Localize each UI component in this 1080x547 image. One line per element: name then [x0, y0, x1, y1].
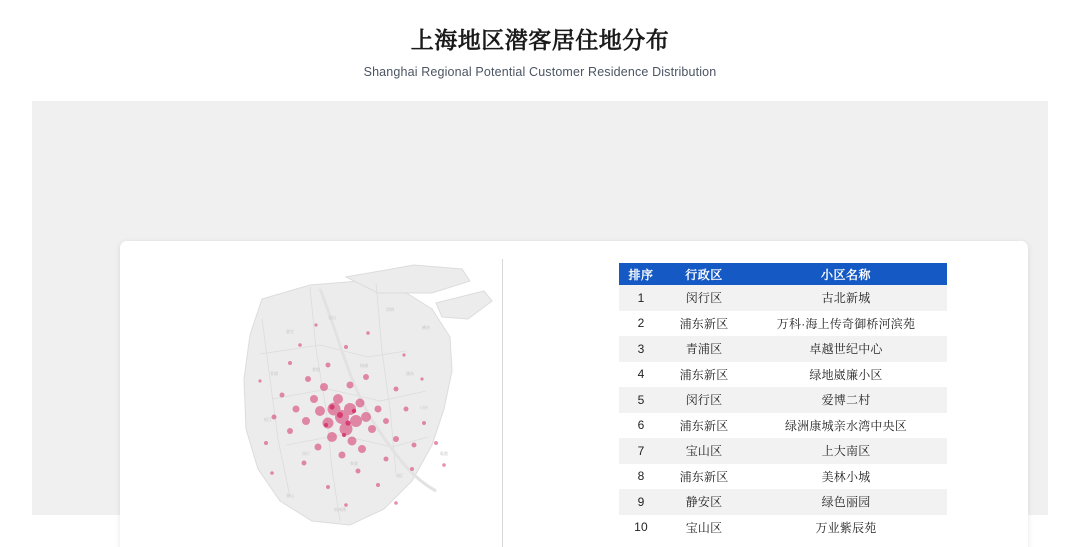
- table-body: [619, 285, 947, 540]
- cell-community: 绿洲康城亲水湾中央区: [745, 413, 947, 439]
- page-title: 上海地区潜客居住地分布: [410, 27, 670, 53]
- svg-text:奉贤: 奉贤: [350, 461, 358, 466]
- cell-community: 万科·海上传奇御桥河滨苑: [745, 311, 947, 337]
- cell-rank: 6: [619, 413, 663, 439]
- cell-district: 静安区: [663, 489, 745, 515]
- svg-text:南汇: 南汇: [396, 473, 404, 478]
- svg-text:横沙: 横沙: [422, 325, 430, 330]
- cell-district: 闵行区: [663, 387, 745, 413]
- cell-rank: 7: [619, 438, 663, 464]
- column-header-community: 小区名称: [745, 263, 947, 285]
- ranking-table: [619, 263, 947, 540]
- cell-rank: 2: [619, 311, 663, 337]
- table-row[interactable]: [619, 362, 947, 388]
- table-row[interactable]: [619, 438, 947, 464]
- svg-text:杨浦: 杨浦: [360, 363, 368, 368]
- cell-district: 宝山区: [663, 438, 745, 464]
- cell-community: 绿地崴廉小区: [745, 362, 947, 388]
- map-container[interactable]: [200, 259, 495, 547]
- svg-text:宝山: 宝山: [328, 315, 336, 320]
- cell-district: 浦东新区: [663, 362, 745, 388]
- svg-text:青浦: 青浦: [270, 371, 278, 376]
- svg-text:松江: 松江: [264, 417, 272, 422]
- column-header-district: 行政区: [663, 263, 745, 285]
- svg-text:金山: 金山: [286, 493, 294, 498]
- table-row[interactable]: [619, 387, 947, 413]
- cell-rank: 9: [619, 489, 663, 515]
- svg-text:杭州湾: 杭州湾: [334, 507, 346, 512]
- cell-community: 绿色丽园: [745, 489, 947, 515]
- page-header: [0, 0, 1080, 79]
- svg-text:嘉定: 嘉定: [286, 329, 294, 334]
- cell-rank: 3: [619, 336, 663, 362]
- cell-district: 青浦区: [663, 336, 745, 362]
- svg-text:崇明: 崇明: [386, 307, 394, 312]
- cell-community: 爱博二村: [745, 387, 947, 413]
- shanghai-map-icon: [200, 259, 495, 547]
- table-row[interactable]: [619, 464, 947, 490]
- content-panel: [32, 101, 1048, 535]
- svg-text:浦东: 浦东: [406, 371, 414, 376]
- column-header-rank: 排序: [619, 263, 663, 285]
- table-row[interactable]: [619, 413, 947, 439]
- cell-rank: 8: [619, 464, 663, 490]
- cell-community: 美林小城: [745, 464, 947, 490]
- cell-district: 浦东新区: [663, 311, 745, 337]
- svg-text:川沙: 川沙: [420, 405, 428, 410]
- cell-district: 浦东新区: [663, 413, 745, 439]
- cell-district: 浦东新区: [663, 464, 745, 490]
- table-row[interactable]: [619, 489, 947, 515]
- table-row[interactable]: [619, 311, 947, 337]
- cell-rank: 10: [619, 515, 663, 541]
- table-row[interactable]: [619, 336, 947, 362]
- cell-rank: 5: [619, 387, 663, 413]
- page-subtitle: Shanghai Regional Potential Customer Residence Distribution: [363, 64, 717, 79]
- content-card: [120, 241, 1028, 547]
- table-row[interactable]: [619, 515, 947, 541]
- cell-district: 闵行区: [663, 285, 745, 311]
- svg-text:临港: 临港: [440, 451, 448, 456]
- table-head: [619, 263, 947, 285]
- ranking-table-container: [619, 263, 947, 540]
- svg-text:普陀: 普陀: [312, 367, 320, 372]
- svg-text:闵行: 闵行: [302, 451, 310, 456]
- cell-district: 宝山区: [663, 515, 745, 541]
- cell-community: 万业紫辰苑: [745, 515, 947, 541]
- table-header-row: [619, 263, 947, 285]
- cell-rank: 1: [619, 285, 663, 311]
- cell-community: 卓越世纪中心: [745, 336, 947, 362]
- cell-community: 上大南区: [745, 438, 947, 464]
- cell-community: 古北新城: [745, 285, 947, 311]
- cell-rank: 4: [619, 362, 663, 388]
- vertical-divider: [502, 259, 503, 547]
- table-row[interactable]: [619, 285, 947, 311]
